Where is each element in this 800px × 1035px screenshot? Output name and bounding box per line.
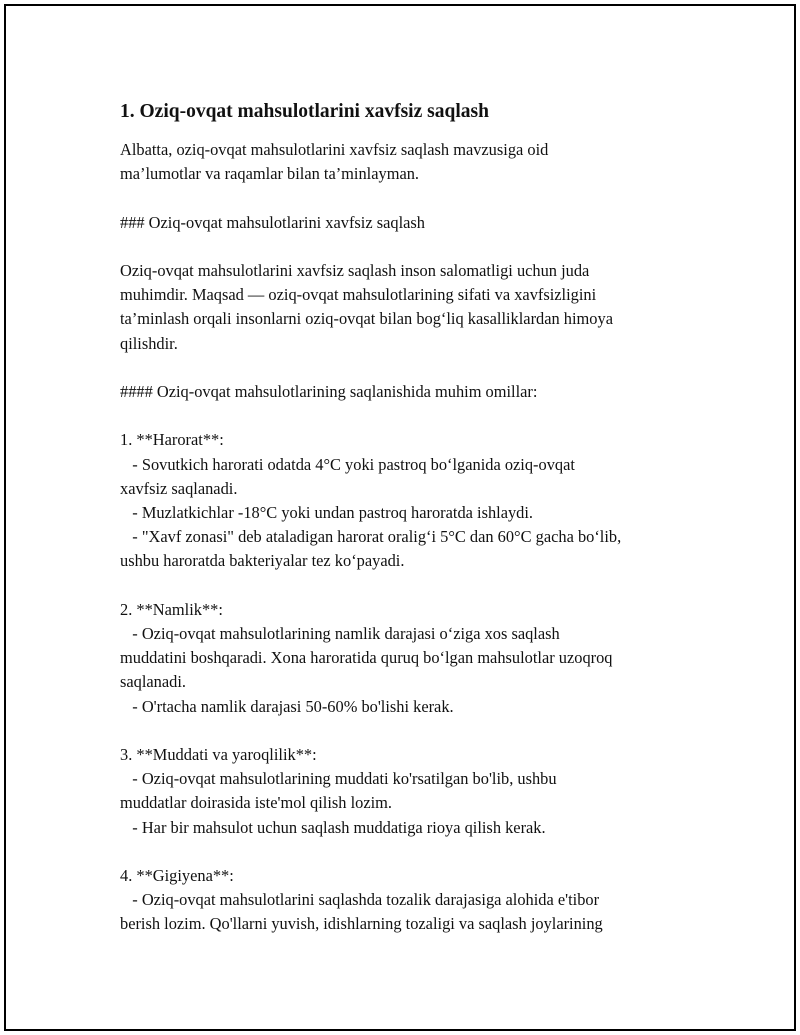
factor-line: saqlanadi. (120, 672, 186, 692)
document-page (4, 4, 796, 1031)
factor-line: - O'rtacha namlik darajasi 50-60% bo'lishi kerak. (120, 696, 454, 716)
purpose-line: ta’minlash orqali insonlarni oziq-ovqat bilan bog‘liq kasalliklardan himoya (120, 309, 613, 329)
factor-heading: 2. **Namlik**: (120, 599, 223, 619)
factor-muddati (120, 743, 700, 840)
factor-line: berish lozim. Qo'llarni yuvish, idishlarning tozaligi va saqlash joylarining (120, 914, 603, 934)
factor-line: ushbu haroratda bakteriyalar tez ko‘payadi. (120, 551, 405, 571)
intro-line: ma’lumotlar va raqamlar bilan ta’minlayman. (120, 164, 420, 184)
h3-text: ### Oziq-ovqat mahsulotlarini xavfsiz saqlash (120, 212, 425, 232)
factor-line: - Oziq-ovqat mahsulotlarining namlik darajasi o‘ziga xos saqlash (120, 623, 560, 643)
document-title: 1. Oziq-ovqat mahsulotlarini xavfsiz saqlash (120, 101, 489, 122)
factor-heading: 4. **Gigiyena**: (120, 865, 234, 885)
factor-namlik (120, 598, 700, 719)
factor-line: - "Xavf zonasi" deb ataladigan harorat oralig‘i 5°C dan 60°C gacha bo‘lib, (120, 527, 622, 547)
purpose-line: muhimdir. Maqsad — oziq-ovqat mahsulotlarining sifati va xavfsizligini (120, 285, 597, 305)
purpose-line: Oziq-ovqat mahsulotlarini xavfsiz saqlash inson salomatligi uchun juda (120, 260, 590, 280)
document-body (120, 98, 700, 937)
factor-line: - Oziq-ovqat mahsulotlarini saqlashda tozalik darajasiga alohida e'tibor (120, 890, 600, 910)
factor-line: - Oziq-ovqat mahsulotlarining muddati ko'rsatilgan bo'lib, ushbu (120, 769, 557, 789)
purpose-line: qilishdir. (120, 333, 178, 353)
factor-line: xavfsiz saqlanadi. (120, 478, 238, 498)
factor-line: - Sovutkich harorati odatda 4°C yoki pastroq bo‘lganida oziq-ovqat (120, 454, 575, 474)
factor-heading: 1. **Harorat**: (120, 430, 224, 450)
factor-heading: 3. **Muddati va yaroqlilik**: (120, 744, 317, 764)
h4-text: #### Oziq-ovqat mahsulotlarining saqlanishida muhim omillar: (120, 381, 538, 401)
intro-line: Albatta, oziq-ovqat mahsulotlarini xavfsiz saqlash mavzusiga oid (120, 140, 549, 159)
factor-line: muddatlar doirasida iste'mol qilish lozim. (120, 793, 392, 813)
factor-gigiyena (120, 864, 700, 937)
factor-harorat (120, 428, 700, 573)
factor-line: muddatini boshqaradi. Xona haroratida quruq bo‘lgan mahsulotlar uzoqroq (120, 648, 613, 668)
purpose-paragraph (120, 259, 700, 356)
section-heading-h4 (120, 380, 700, 404)
section-heading-h3 (120, 211, 700, 235)
intro-paragraph (120, 138, 700, 186)
factor-line: - Har bir mahsulot uchun saqlash muddatiga rioya qilish kerak. (120, 817, 546, 837)
factor-line: - Muzlatkichlar -18°C yoki undan pastroq haroratda ishlaydi. (120, 502, 534, 522)
